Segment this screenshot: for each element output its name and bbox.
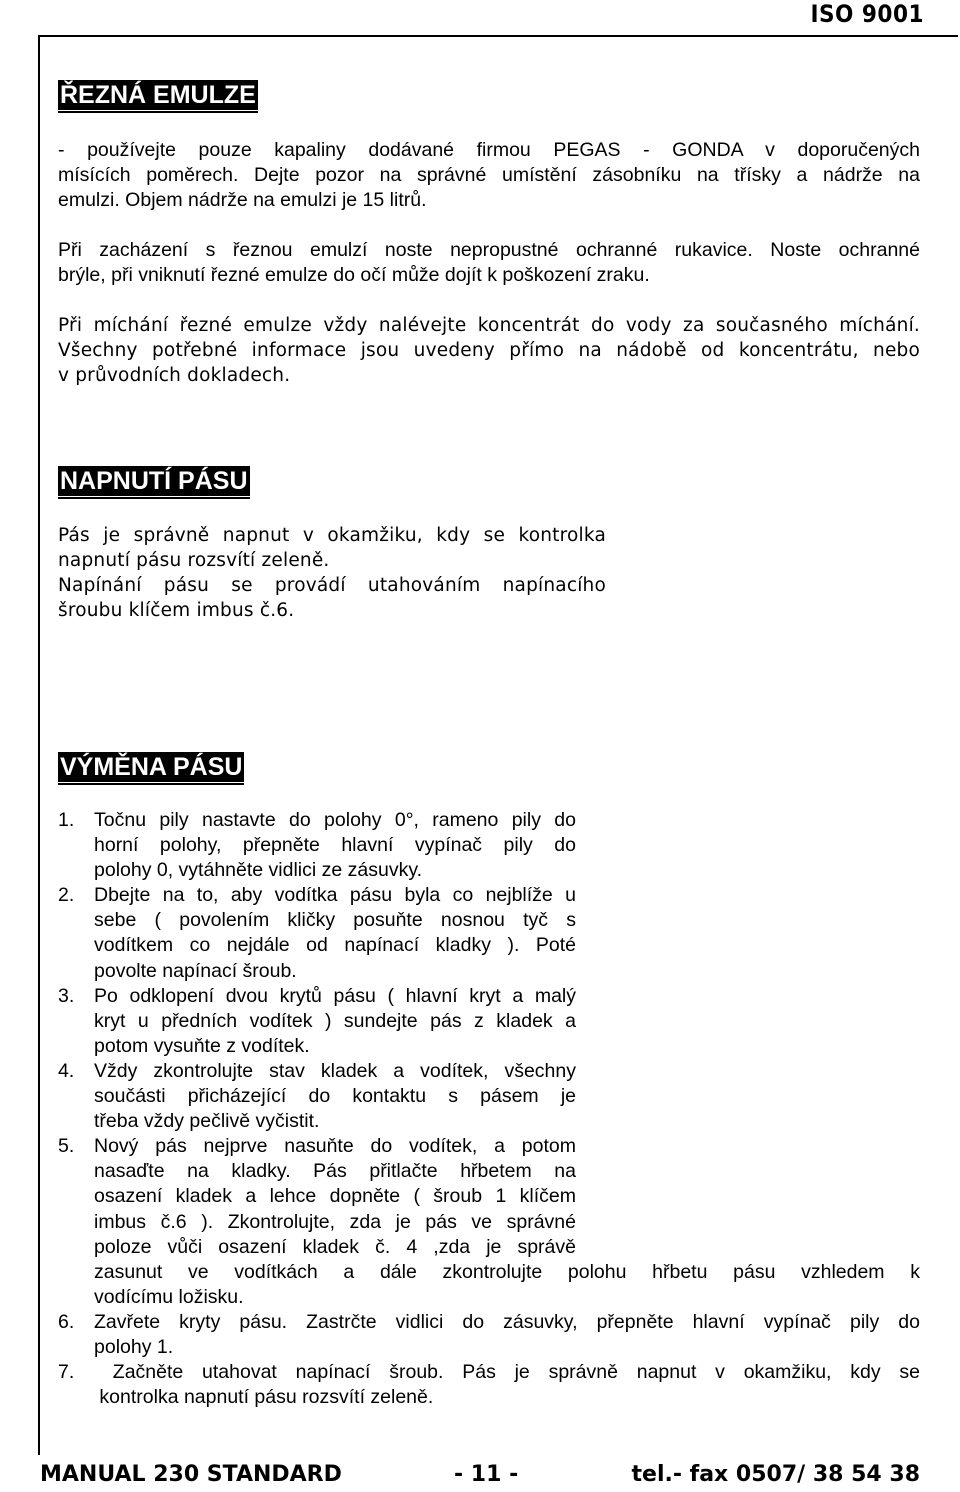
list-item-step-5 <box>58 1134 920 1310</box>
heading-rezna-emulze: ŘEZNÁ EMULZE <box>60 81 256 109</box>
paragraph-emulze-2 <box>58 238 920 288</box>
step-line: povolte napínací šroub. <box>94 959 297 982</box>
list-item-step-1 <box>58 808 920 883</box>
text-line: mísících poměrech. Dejte pozor na správné umístění zásobníku na třísky a nádrže na <box>58 164 920 186</box>
paragraph-napnuti <box>58 523 606 623</box>
text-line: - používejte pouze kapaliny dodávané firmou PEGAS - GONDA v doporučených <box>58 139 920 161</box>
text-line: brýle, při vniknutí řezné emulze do očí může dojít k poškození zraku. <box>58 264 650 286</box>
step-line: vodítkem co nejdále od napínací kladky ). Poté <box>94 934 576 957</box>
footer-page-number: - 11 - <box>454 1462 519 1487</box>
list-item-step-3 <box>58 984 920 1059</box>
paragraph-emulze-3 <box>58 313 920 388</box>
footer-phone: tel.- fax 0507/ 38 54 38 <box>631 1462 920 1487</box>
step-line: poloze vůči osazení kladek č. 4 ,zda je správě <box>94 1235 576 1258</box>
text-line: Napínání pásu se provádí utahováním napínacího <box>58 575 606 596</box>
text-line: emulzi. Objem nádrže na emulzi je 15 litrů. <box>58 189 427 211</box>
list-item-step-2 <box>58 883 920 983</box>
step-line: Zavřete kryty pásu. Zastrčte vidlici do zásuvky, přepněte hlavní vypínač pily do <box>94 1310 920 1333</box>
step-line: Točnu pily nastavte do polohy 0°, rameno pily do <box>94 809 576 831</box>
step-number: 7. <box>58 1361 75 1384</box>
step-line: třeba vždy pečlivě vyčistit. <box>94 1110 320 1133</box>
step-number: 4. <box>58 1059 75 1082</box>
step-line: horní polohy, přepněte hlavní vypínač pily do <box>94 834 576 857</box>
step-line: zasunut ve vodítkách a dále zkontrolujte polohu hřbetu pásu vzhledem k <box>94 1260 920 1283</box>
step-line: Dbejte na to, aby vodítka pásu byla co nejblíže u <box>94 884 576 907</box>
text-line: šroubu klíčem imbus č.6. <box>58 600 295 621</box>
footer-manual: MANUAL 230 STANDARD <box>40 1462 342 1487</box>
step-line: kontrolka napnutí pásu rozsvítí zeleně. <box>94 1386 434 1409</box>
step-line: kryt u předních vodítek ) sundejte pás z kladek a <box>94 1009 576 1032</box>
step-number: 1. <box>58 809 75 831</box>
steps-list <box>58 808 920 1410</box>
heading-vymena-pasu: VÝMĚNA PÁSU <box>60 753 243 781</box>
heading-napnuti-pasu: NAPNUTÍ PÁSU <box>60 467 248 495</box>
list-item-step-6 <box>58 1310 920 1360</box>
step-line: imbus č.6 ). Zkontrolujte, zda je pás ve správné <box>94 1210 576 1233</box>
step-line: potom vysuňte z vodítek. <box>94 1034 310 1057</box>
text-line: Při míchání řezné emulze vždy nalévejte koncentrát do vody za současného míchání. <box>58 315 920 336</box>
step-line: polohy 0, vytáhněte vidlici ze zásuvky. <box>94 859 423 882</box>
step-line: vodícímu ložisku. <box>94 1285 244 1308</box>
step-line: sebe ( povolením kličky posuňte nosnou tyč s <box>94 909 576 932</box>
step-number: 6. <box>58 1310 75 1333</box>
step-line: Vždy zkontrolujte stav kladek a vodítek, všechny <box>94 1059 576 1082</box>
step-line: polohy 1. <box>94 1335 174 1358</box>
step-line: součásti přicházející do kontaktu s pásem je <box>94 1085 576 1108</box>
text-line: Pás je správně napnut v okamžiku, kdy se kontrolka <box>58 525 606 546</box>
text-line: Všechny potřebné informace jsou uvedeny přímo na nádobě od koncentrátu, nebo <box>58 340 920 361</box>
page-footer <box>40 1462 920 1492</box>
step-line: Začněte utahovat napínací šroub. Pás je správně napnut v okamžiku, kdy se <box>94 1361 920 1384</box>
paragraph-emulze-1 <box>58 138 920 213</box>
text-line: v průvodních dokladech. <box>58 365 291 386</box>
list-item-step-4 <box>58 1059 920 1134</box>
list-item-step-7 <box>58 1360 920 1410</box>
step-number: 3. <box>58 984 75 1007</box>
step-line: osazení kladek a lehce dopněte ( šroub 1 klíčem <box>94 1185 576 1208</box>
step-line: Nový pás nejprve nasuňte do vodítek, a potom <box>94 1135 576 1158</box>
step-line: Po odklopení dvou krytů pásu ( hlavní kryt a malý <box>94 984 576 1007</box>
step-line: nasaďte na kladky. Pás přitlačte hřbetem na <box>94 1160 576 1183</box>
text-line: napnutí pásu rozsvítí zeleně. <box>58 550 330 571</box>
iso-label: ISO 9001 <box>810 0 924 28</box>
step-number: 2. <box>58 884 75 907</box>
text-line: Při zacházení s řeznou emulzí noste nepropustné ochranné rukavice. Noste ochranné <box>58 239 920 261</box>
step-number: 5. <box>58 1135 75 1158</box>
